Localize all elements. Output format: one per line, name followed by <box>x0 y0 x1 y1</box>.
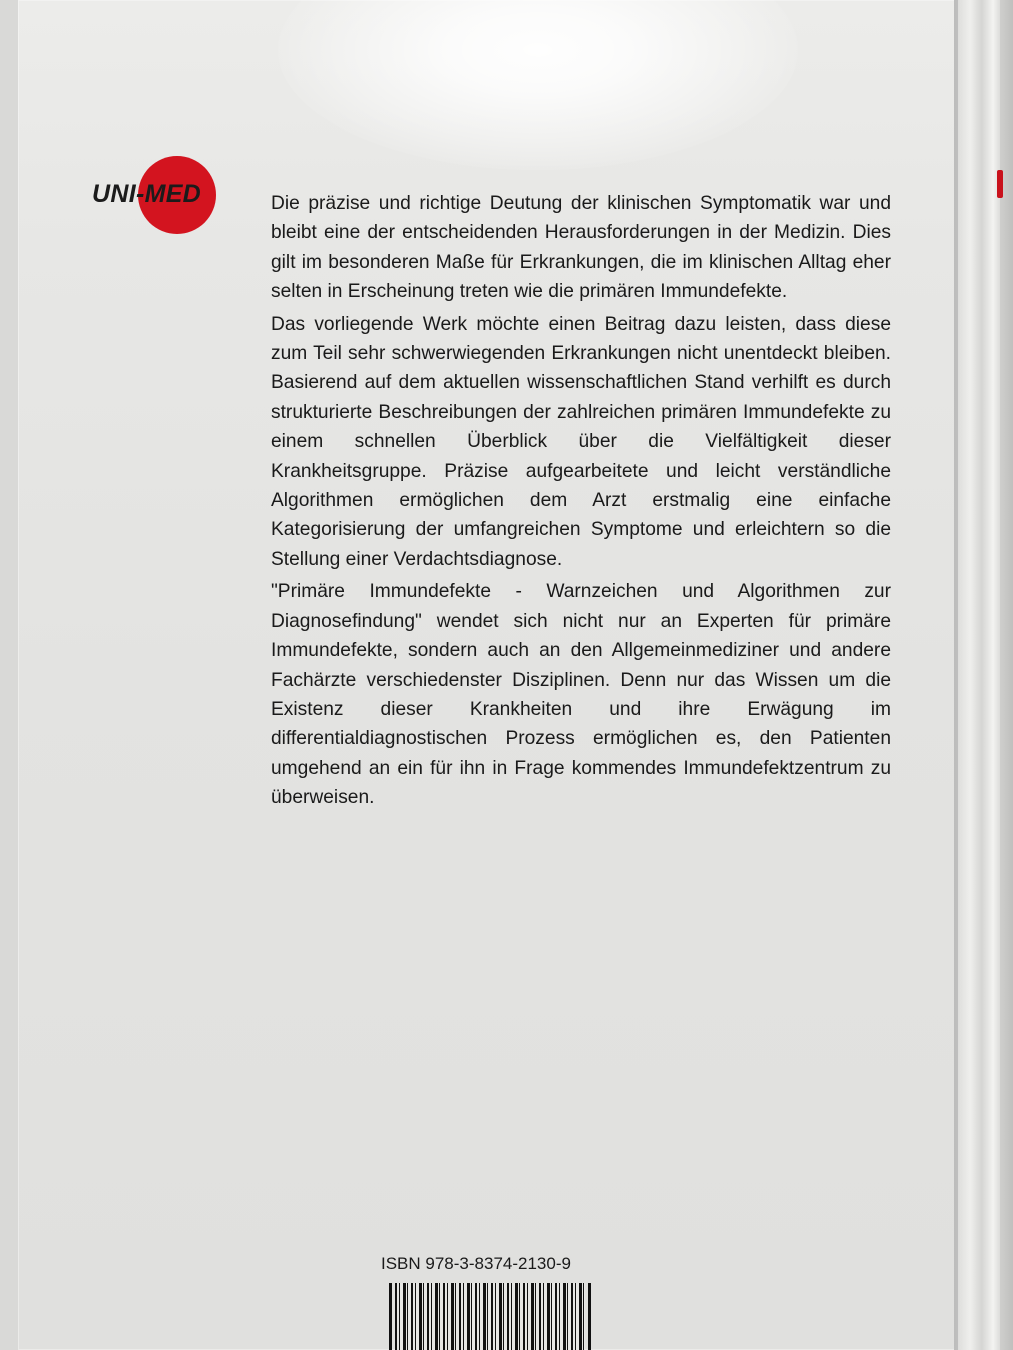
blurb-paragraph-2: Das vorliegende Werk möchte einen Beitrag dazu leisten, dass diese zum Teil sehr schwerwiegenden Erkrankungen nicht unentdeckt bleiben. Basierend auf dem aktuellen wissenschaftlichen Stand verhilft es durch strukturierte Beschreibungen der zahlreichen primären Immundefekte zu einem schnellen Überblick über die Vielfältigkeit dieser Krankheitsgruppe. Präzise aufgearbeitete und leicht verständliche Algorithmen ermöglichen dem Arzt erstmalig eine einfache Kategorisierung der umfangreichen Symptome und erleichtern so die Stellung einer Verdachtsdiagnose. <box>271 313 891 570</box>
spine-logo-mark <box>997 170 1003 198</box>
book-edge <box>1000 0 1013 1350</box>
blurb-paragraph-3: "Primäre Immundefekte - Warnzeichen und Algorithmen zur Diagnosefindung" wendet sich nicht nur an Experten für primäre Immundefekte, sondern auch an den Allgemeinmediziner und andere Fachärzte verschiedenster Disziplinen. Denn nur das Wissen um die Existenz dieser Krankheiten und ihre Erwägung im differentialdiagnostischen Prozess ermöglichen es, den Patienten umgehend an ein für ihn in Frage kommendes Immundefektzentrum zu überweisen. <box>271 581 891 809</box>
light-reflection <box>278 0 798 170</box>
back-cover-blurb <box>271 189 891 816</box>
isbn-number: ISBN 978-3-8374-2130-9 <box>381 1254 571 1273</box>
blurb-paragraph-1: Die präzise und richtige Deutung der klinischen Symptomatik war und bleibt eine der entscheidenden Herausforderungen in der Medizin. Dies gilt im besonderen Maße für Erkrankungen, die im klinischen Alltag eher selten in Erscheinung treten wie die primären Immundefekte. <box>271 193 891 303</box>
book-spine <box>954 0 1000 1350</box>
publisher-logo <box>88 156 248 238</box>
barcode <box>395 1283 585 1350</box>
logo-text: UNI-MED <box>92 180 202 208</box>
